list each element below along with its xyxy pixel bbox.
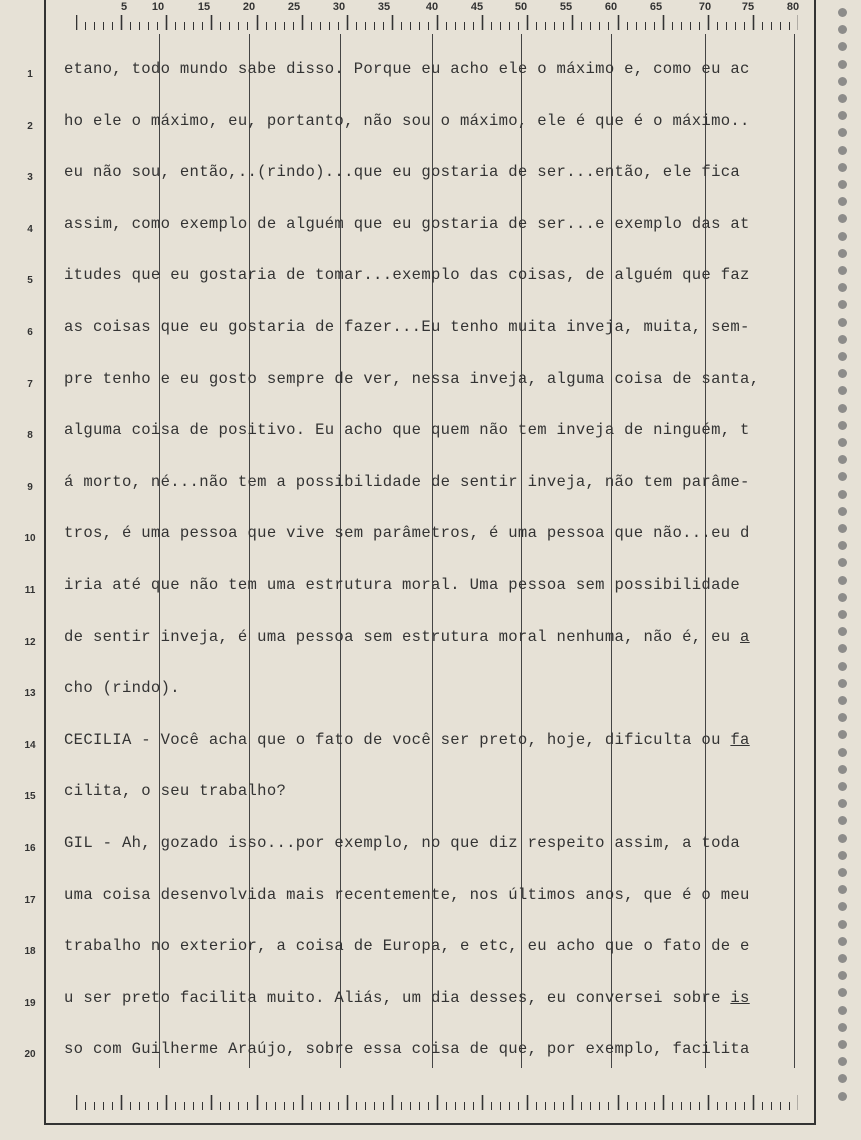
punch-hole [838,679,847,688]
punch-hole [838,558,847,567]
punch-hole [838,490,847,499]
line-number: 5 [27,275,33,287]
ruler-number: 15 [197,1,211,13]
punch-hole [838,1057,847,1066]
transcript-line: tros, é uma pessoa que vive sem parâmetros, é uma pessoa que não...eu d [64,524,750,543]
punch-hole [838,937,847,946]
punch-hole [838,988,847,997]
line-number: 18 [24,946,36,958]
ruler-number: 75 [741,1,755,13]
line-number: 20 [24,1049,36,1061]
punch-hole [838,197,847,206]
transcript-line: alguma coisa de positivo. Eu acho que quem não tem inveja de ninguém, t [64,421,750,440]
transcript-line: cilita, o seu trabalho? [64,782,287,801]
line-number: 2 [27,120,33,132]
ruler-number: 35 [377,1,391,13]
punch-hole [838,816,847,825]
punch-hole [838,249,847,258]
line-number: 16 [24,843,36,854]
line-number: 17 [24,894,36,906]
transcript-line: uma coisa desenvolvida mais recentemente, nos últimos anos, que é o meu [64,885,750,904]
punch-hole [838,730,847,739]
transcript-line: trabalho no exterior, a coisa de Europa, e etc, eu acho que o fato de e [64,937,750,956]
punch-hole [838,42,847,51]
punch-hole [838,180,847,189]
punch-hole [838,146,847,155]
transcript-line: cho (rindo). [64,679,180,698]
punch-hole [838,266,847,275]
column-guide [521,34,522,1068]
punch-hole [838,644,847,653]
line-number: 4 [27,223,33,235]
transcript-line: iria até que não tem uma estrutura moral. Uma pessoa sem possibilidade [64,576,741,594]
punch-hole [838,77,847,86]
column-ruler-numbers [0,0,861,14]
punch-holes [836,8,856,1138]
punch-hole [838,662,847,671]
ruler-number: 10 [151,1,165,13]
punch-hole [838,128,847,137]
punch-hole [838,541,847,550]
punch-hole [838,283,847,292]
line-number: 10 [24,533,36,545]
punch-hole [838,421,847,430]
punch-hole [838,386,847,395]
punch-hole [838,1074,847,1083]
line-number: 11 [24,585,36,596]
line-number: 19 [24,997,36,1009]
transcript-line: itudes que eu gostaria de tomar...exemplo das coisas, de alguém que faz [64,266,750,285]
ruler-number: 70 [698,1,712,13]
punch-hole [838,971,847,980]
line-number: 9 [27,481,33,493]
punch-hole [838,60,847,69]
transcript-line: assim, como exemplo de alguém que eu gostaria de ser...e exemplo das at [64,214,750,233]
punch-hole [838,300,847,309]
line-number: 6 [27,327,33,338]
punch-hole [838,851,847,860]
ruler-number: 50 [514,1,528,13]
punch-hole [838,696,847,705]
ruler-number: 65 [649,1,663,13]
punch-hole [838,94,847,103]
punch-hole [838,834,847,843]
punch-hole [838,472,847,481]
punch-hole [838,902,847,911]
ruler-number: 45 [470,1,484,13]
punch-hole [838,593,847,602]
punch-hole [838,455,847,464]
punch-hole [838,438,847,447]
punch-hole [838,352,847,361]
ruler-number: 30 [332,1,346,13]
transcript-line: de sentir inveja, é uma pessoa sem estrutura moral nenhuma, não é, eu a [64,627,750,646]
top-column-ruler [76,14,798,30]
punch-hole [838,163,847,172]
ruler-number: 40 [425,1,439,13]
punch-hole [838,868,847,877]
punch-hole [838,524,847,533]
punch-hole [838,576,847,585]
punch-hole [838,748,847,757]
punch-hole [838,954,847,963]
punch-hole [838,369,847,378]
bottom-column-ruler [76,1094,798,1110]
column-guide [432,34,433,1068]
transcript-line: so com Guilherme Araújo, sobre essa coisa de que, por exemplo, facilita [64,1040,750,1059]
transcript-line: ho ele o máximo, eu, portanto, não sou o máximo, ele é que é o máximo.. [64,111,750,130]
punch-hole [838,765,847,774]
punch-hole [838,627,847,636]
ruler-number: 5 [120,1,128,13]
ruler-number: 20 [242,1,256,13]
line-number: 1 [27,69,33,80]
ruler-number: 60 [604,1,618,13]
punch-hole [838,610,847,619]
punch-hole [838,25,847,34]
punch-hole [838,8,847,17]
punch-hole [838,232,847,241]
column-guide [249,34,250,1068]
punch-hole [838,404,847,413]
transcript-line: GIL - Ah, gozado isso...por exemplo, no que diz respeito assim, a toda [64,834,741,852]
line-number: 7 [27,378,33,390]
punch-hole [838,111,847,120]
punch-hole [838,214,847,223]
column-guide [794,34,795,1068]
column-guide [705,34,706,1068]
punch-hole [838,885,847,894]
transcript-line: etano, todo mundo sabe disso. Porque eu acho ele o máximo e, como eu ac [64,60,750,78]
punch-hole [838,920,847,929]
ruler-number: 25 [287,1,301,13]
punch-hole [838,1040,847,1049]
punch-hole [838,799,847,808]
punch-hole [838,318,847,327]
line-number: 3 [27,172,33,184]
transcript-line: CECILIA - Você acha que o fato de você ser preto, hoje, dificulta ou fa [64,730,750,749]
transcript-line: á morto, né...não tem a possibilidade de sentir inveja, não tem parâme- [64,472,750,491]
transcript-line: eu não sou, então,..(rindo)...que eu gostaria de ser...então, ele fica [64,163,741,182]
ruler-number: 55 [559,1,573,13]
ruler-number: 80 [786,1,800,13]
line-number: 8 [27,430,33,442]
punch-hole [838,1006,847,1015]
transcript-line: pre tenho e eu gosto sempre de ver, nessa inveja, alguma coisa de santa, [64,369,760,388]
punch-hole [838,507,847,516]
line-number: 12 [24,636,36,648]
punch-hole [838,713,847,722]
line-number: 13 [24,688,36,700]
line-number: 15 [24,791,36,803]
line-number: 14 [24,739,36,751]
column-guide [159,34,160,1068]
column-guide [340,34,341,1068]
punch-hole [838,335,847,344]
punch-hole [838,1092,847,1101]
punch-hole [838,1023,847,1032]
transcript-line: as coisas que eu gostaria de fazer...Eu tenho muita inveja, muita, sem- [64,318,750,336]
column-guide [611,34,612,1068]
punch-hole [838,782,847,791]
transcript-line: u ser preto facilita muito. Aliás, um dia desses, eu conversei sobre is [64,988,750,1007]
